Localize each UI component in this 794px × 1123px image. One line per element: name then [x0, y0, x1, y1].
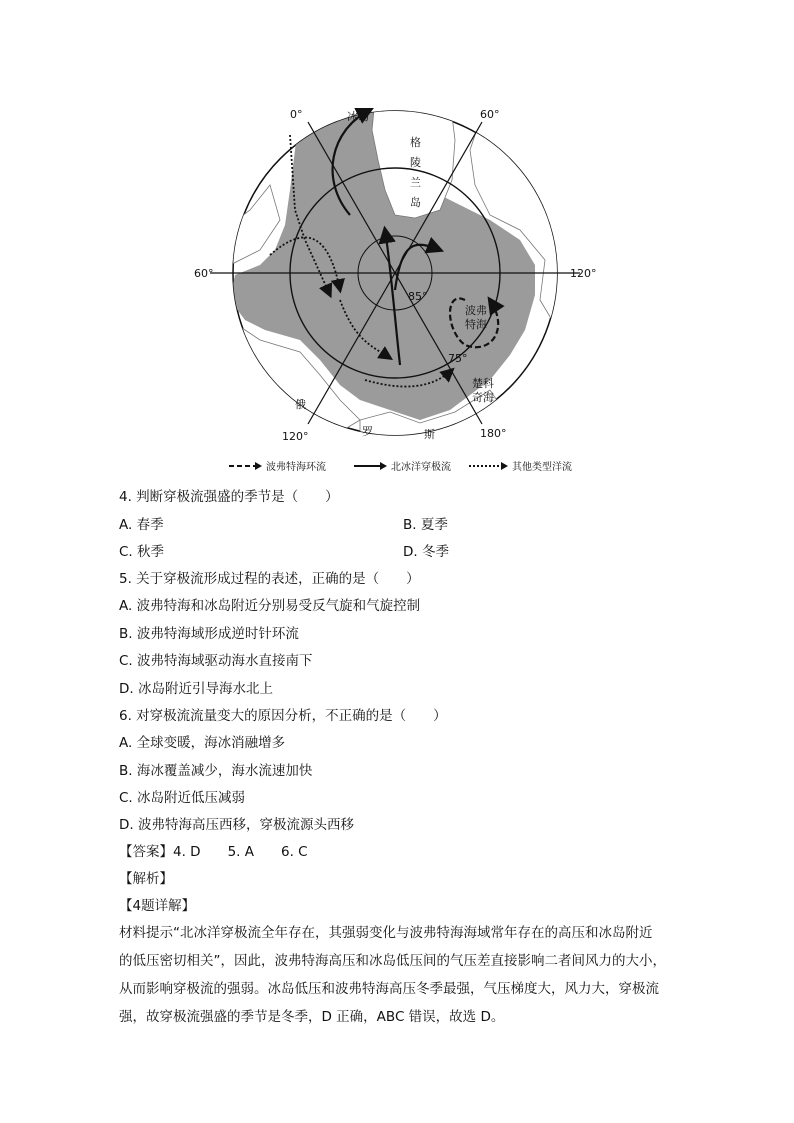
question-4-option-a: A. 春季 [119, 517, 164, 533]
label-lon-120w: 120° [282, 430, 309, 443]
question-6-option-b: B. 海冰覆盖减少，海水流速加快 [119, 763, 313, 779]
label-greenland-2: 陵 [410, 156, 421, 169]
solid-arrow-icon [353, 461, 387, 471]
question-6-option-a: A. 全球变暖，海冰消融增多 [119, 735, 286, 751]
label-lon-120e: 120° [570, 267, 597, 280]
question-4-option-b: B. 夏季 [403, 517, 448, 533]
question-4-option-c: C. 秋季 [119, 544, 165, 560]
detail-line-2: 的低压密切相关”，因此，波弗特海高压和冰岛低压间的气压差直接影响二者间风力的大小， [119, 953, 666, 969]
question-5-stem: 5. 关于穿极流形成过程的表述，正确的是（ ） [119, 571, 420, 587]
question-6-option-c: C. 冰岛附近低压减弱 [119, 790, 246, 806]
label-lon-180: 180° [480, 427, 507, 440]
question-5-option-b: B. 波弗特海域形成逆时针环流 [119, 626, 299, 642]
legend-beaufort-gyre-label: 波弗特海环流 [266, 462, 326, 473]
question-6-option-d: D. 波弗特海高压西移，穿极流源头西移 [119, 817, 354, 833]
label-lat-75: 75° [448, 352, 468, 365]
label-beaufort-1: 波弗 [465, 304, 487, 317]
label-russia-2: 罗 [362, 425, 373, 438]
detail-line-1: 材料提示“北冰洋穿极流全年存在，其强弱变化与波弗特海海域常年存在的高压和冰岛附近 [119, 925, 653, 941]
question-5-option-d: D. 冰岛附近引导海水北上 [119, 681, 273, 697]
label-russia-3: 斯 [424, 428, 435, 441]
label-chukchi-1: 楚科 [472, 377, 494, 390]
analysis-label: 【解析】 [119, 871, 173, 887]
question-5-option-a: A. 波弗特海和冰岛附近分别易受反气旋和气旋控制 [119, 598, 421, 614]
legend-other-currents-label: 其他类型洋流 [512, 462, 572, 473]
arctic-current-map [190, 90, 610, 480]
question-4-stem: 4. 判断穿极流强盛的季节是（ ） [119, 489, 339, 505]
legend-beaufort-gyre [228, 458, 326, 473]
legend-other-currents [468, 458, 572, 473]
map-legend [228, 458, 588, 476]
answer-line: 【答案】4. D 5. A 6. C [119, 844, 308, 860]
dashed-arrow-icon [228, 461, 262, 471]
label-chukchi-2: 奇海 [472, 391, 494, 404]
label-greenland-3: 兰 [410, 176, 421, 189]
legend-transpolar-drift [353, 458, 451, 473]
label-beaufort-2: 特海 [465, 318, 487, 331]
label-greenland-4: 岛 [410, 196, 421, 209]
detail-label: 【4题详解】 [119, 898, 196, 914]
label-greenland-1: 格 [410, 136, 421, 149]
label-russia-1: 俄 [295, 398, 306, 411]
detail-line-3: 从而影响穿极流的强弱。冰岛低压和波弗特海高压冬季最强，气压梯度大，风力大，穿极流 [119, 981, 659, 997]
dotted-arrow-icon [468, 461, 508, 471]
label-lat-85: 85° [408, 290, 428, 303]
label-lon-0: 0° [290, 108, 303, 121]
question-4-option-d: D. 冬季 [403, 544, 449, 560]
detail-line-4: 强，故穿极流强盛的季节是冬季，D 正确，ABC 错误，故选 D。 [119, 1009, 505, 1025]
question-5-option-c: C. 波弗特海域驱动海水直接南下 [119, 653, 313, 669]
legend-transpolar-drift-label: 北冰洋穿极流 [391, 462, 451, 473]
question-6-stem: 6. 对穿极流流量变大的原因分析，不正确的是（ ） [119, 708, 447, 724]
label-iceland: 冰岛 [347, 110, 369, 123]
label-lon-60w: 60° [194, 267, 214, 280]
label-lon-60e: 60° [480, 108, 500, 121]
